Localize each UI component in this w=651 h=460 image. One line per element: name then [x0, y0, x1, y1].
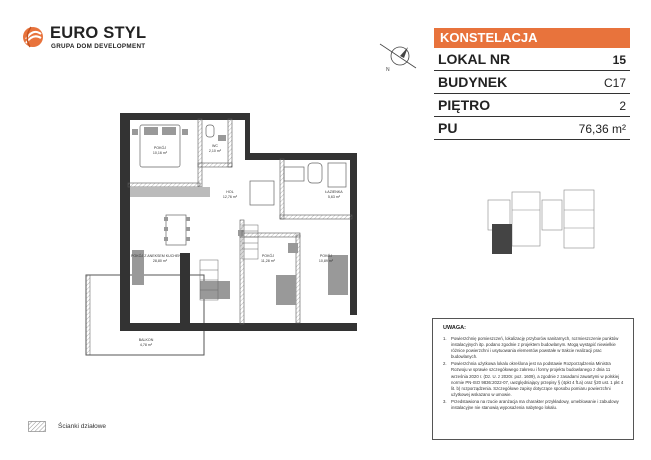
legend [28, 420, 138, 436]
room-label-bedroom-2: POKÓJ [261, 254, 275, 258]
note-item: 2. Powierzchnia użytkowa lokalu określona jest na podstawie Rozporządzenia Ministra Rozwoju w sprawie szczegółowego zakresu i formy projektu budowlanego z dnia 11 września 2020 r. (Dz. U. z 2020r. poz. 1609), a zgodnie z zasadami zawartymi w polskiej normie PN-ISO 9836:2022-07, uwzględniający przepisy § (4pkt 4 ft.a) oraz §20 ust. 1 pkt 4 lit. b) rozporządzenia. Szczegółowe zapisy dotyczące sposobu pomiaru powierzchni użytkowej wskazano w umowie. [443, 361, 624, 397]
room-label-hall: HOL [226, 190, 234, 194]
room-label-wc: WC [212, 144, 218, 148]
svg-text:N: N [386, 67, 390, 73]
room-label-balcony: BALKON [138, 338, 154, 342]
info-label: LOKAL NR [438, 51, 511, 67]
info-value: C17 [603, 76, 626, 90]
info-label: BUDYNEK [438, 74, 508, 90]
info-label: PU [438, 120, 458, 136]
info-value: 2 [619, 99, 626, 113]
legend-label: Ścianki działowe [58, 423, 107, 430]
unit-info-panel [434, 28, 630, 140]
floor-plan [80, 105, 380, 375]
info-row-area [434, 117, 630, 140]
room-area-balcony: 4,78 m² [139, 343, 153, 347]
project-name: KONSTELACJA [434, 28, 630, 48]
note-text: Przedstawiona na rzucie aranżacja ma charakter przykładowy, umeblowanie i zabudowy instalacyjne nie stanowią wyposażenia nabytego lokalu. [451, 398, 619, 411]
room-area-hall: 12,76 m² [222, 195, 238, 199]
room-label-living-room: POKÓJ Z ANEKSEM KUCHENNYM [131, 254, 189, 258]
info-value: 15 [612, 53, 626, 67]
north-arrow-icon [378, 38, 418, 74]
info-row-floor [434, 94, 630, 117]
eurostyl-logo-icon [22, 24, 44, 50]
room-area-wc: 2,10 m² [208, 149, 222, 153]
note-item: 1. Powierzchnię pomieszczeń, lokalizację przyborów sanitarnych, rozmieszczenie punktów instalacyjnych itp. podano zgodnie z projektem budowlanym. Mogą wystąpić niewielkie różnice powierzchni i usytuowania elementów powstałe w trakcie realizacji prac budowlanych. [443, 336, 619, 360]
brand-logo [22, 22, 162, 62]
room-label-bedroom-3: POKÓJ [319, 254, 333, 258]
note-item: 3. Przedstawiona na rzucie aranżacja ma charakter przykładowy, umeblowanie i zabudowy instalacyjne nie stanowią wyposażenia nabytego lokalu. [443, 398, 619, 411]
room-label-bathroom: ŁAZIENKA [325, 190, 343, 194]
notes-title: UWAGA: [443, 325, 466, 331]
info-value: 76,36 m² [578, 122, 626, 136]
info-label: PIĘTRO [438, 97, 491, 113]
notes-list [443, 336, 625, 412]
note-text: Powierzchnia użytkowa lokalu określona jest na podstawie Rozporządzenia Ministra Rozwoju w sprawie szczegółowego zakresu i formy projektu budowlanego z dnia 11 września 2020 r. (Dz. U. z 2020r. poz. 1609), a zgodnie z zasadami zawartymi w polskiej normie PN-ISO 9836:2022-07, uwzględniający przepisy § (4pkt 4 ft.a) oraz §20 ust. 1 pkt 4 lit. b) rozporządzenia. Szczegółowe zapisy dotyczące sposobu pomiaru powierzchni użytkowej wskazano w umowie. [451, 361, 624, 397]
room-area-bedroom-2: 11,28 m² [261, 259, 275, 263]
room-area-bedroom-1: 10,16 m² [152, 151, 168, 155]
building-location-map [482, 180, 602, 258]
notes-box [432, 318, 634, 440]
room-area-bedroom-3: 10,89 m² [318, 259, 334, 263]
room-area-bathroom: 5,63 m² [327, 195, 341, 199]
brand-tagline: GRUPA DOM DEVELOPMENT [51, 43, 146, 50]
note-text: Powierzchnię pomieszczeń, lokalizację przyborów sanitarnych, rozmieszczenie punktów instalacyjnych itp. podano zgodnie z projektem budowlanym. Mogą wystąpić niewielkie różnice powierzchni i usytuowania elementów powstałe w trakcie realizacji prac budowlanych. [451, 336, 619, 360]
info-row-unit [434, 48, 630, 71]
hatch-swatch-icon [28, 421, 46, 432]
room-area-living-room: 28,80 m² [152, 259, 168, 263]
brand-name: EURO STYL [50, 24, 147, 42]
room-label-bedroom-1: POKÓJ [153, 146, 167, 150]
highlighted-unit [492, 224, 512, 254]
info-row-building [434, 71, 630, 94]
